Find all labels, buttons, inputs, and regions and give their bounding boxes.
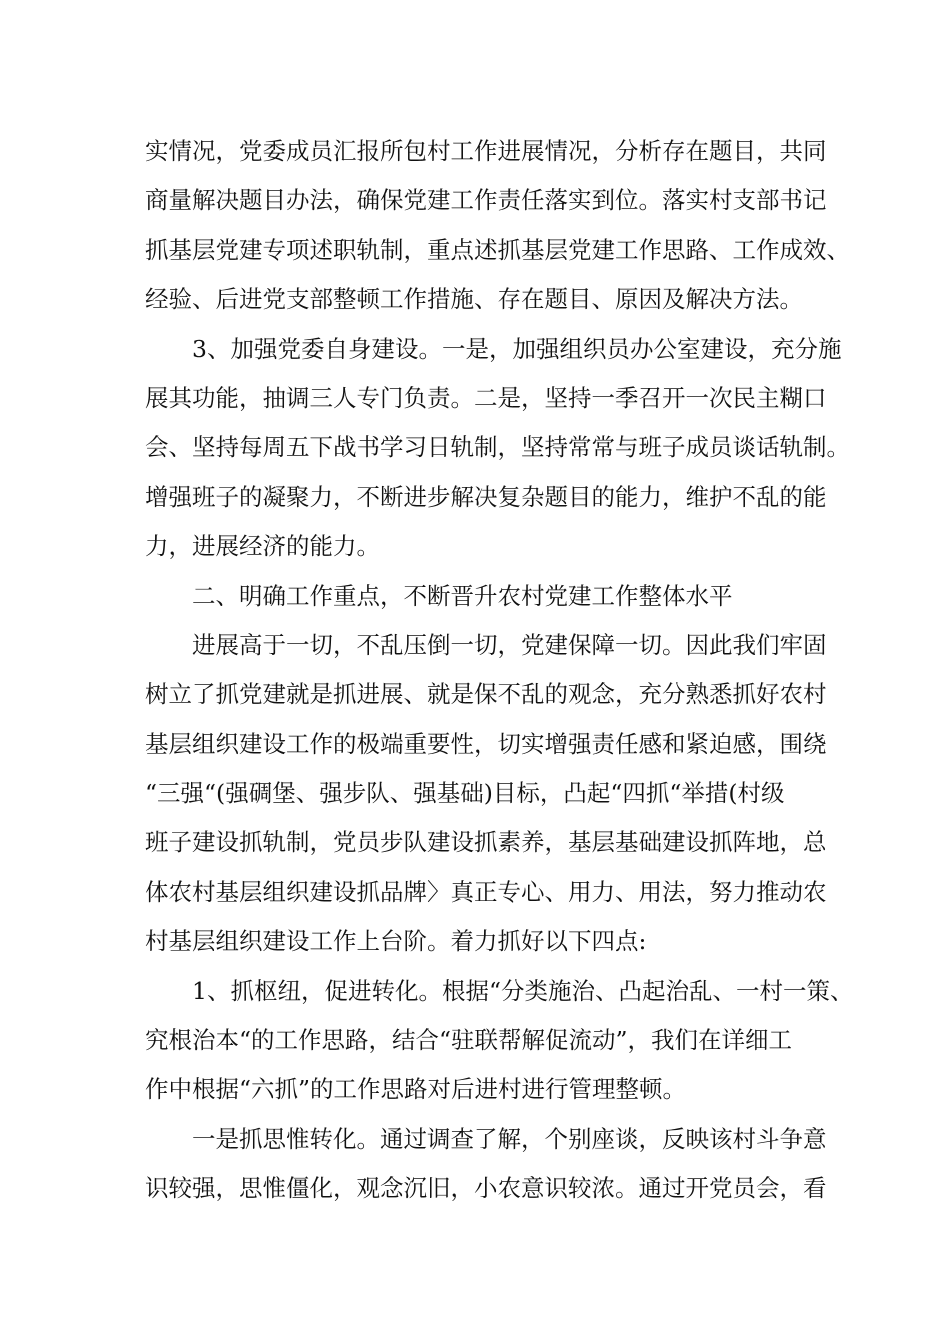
text-line: 一是抓思惟转化。通过调查了解，个别座谈，反映该村斗争意	[192, 1124, 827, 1153]
text-line: 体农村基层组织建设抓品牌〉真正专心、用力、用法，努力推动农	[145, 877, 827, 906]
text-line: 实情况，党委成员汇报所包村工作进展情况，分析存在题目，共同	[145, 137, 827, 165]
text-line: 班子建设抓轨制，党员步队建设抓素养，基层基础建设抓阵地，总	[145, 828, 827, 857]
text-line: 会、坚持每周五下战书学习日轨制，坚持常常与班子成员谈话轨制。	[145, 433, 850, 462]
text-line: 抓基层党建专项述职轨制，重点述抓基层党建工作思路、工作成效、	[145, 235, 850, 264]
text-line: 基层组织建设工作的极端重要性，切实增强责任感和紧迫感，围绕	[145, 729, 827, 758]
text-line: 进展高于一切，不乱压倒一切，党建保障一切。因此我们牢固	[192, 630, 827, 659]
text-line: 究根治本“的工作思路，结合“驻联帮解促流动”，我们在详细工	[145, 1026, 793, 1055]
text-line: 力，进展经济的能力。	[145, 532, 380, 561]
text-line: 村基层组织建设工作上台阶。着力抓好以下四点:	[145, 927, 647, 956]
text-line: 3、加强党委自身建设。一是，加强组织员办公室建设，充分施	[192, 334, 842, 363]
text-line: 展其功能，抽调三人专门负责。二是，坚持一季召开一次民主糊口	[145, 383, 827, 412]
text-line: 经验、后进党支部整顿工作措施、存在题目、原因及解决方法。	[145, 285, 803, 314]
text-line: 识较强，思惟僵化，观念沉旧，小农意识较浓。通过开党员会，看	[145, 1174, 827, 1203]
text-line: 增强班子的凝聚力，不断进步解决复杂题目的能力，维护不乱的能	[145, 482, 827, 511]
text-line: 树立了抓党建就是抓进展、就是保不乱的观念，充分熟悉抓好农村	[145, 680, 827, 709]
text-line: 商量解决题目办法，确保党建工作责任落实到位。落实村支部书记	[145, 186, 827, 215]
section-heading: 二、明确工作重点，不断晋升农村党建工作整体水平	[192, 581, 733, 610]
text-line: 作中根据“六抓”的工作思路对后进村进行管理整顿。	[145, 1075, 687, 1104]
document-body	[145, 127, 854, 1214]
text-line: “三强“(强碉堡、强步队、强基础)目标，凸起“四抓“举措(村级	[145, 779, 785, 808]
text-line: 1、抓枢纽，促进转化。根据“分类施治、凸起治乱、一村一策、	[192, 976, 854, 1005]
